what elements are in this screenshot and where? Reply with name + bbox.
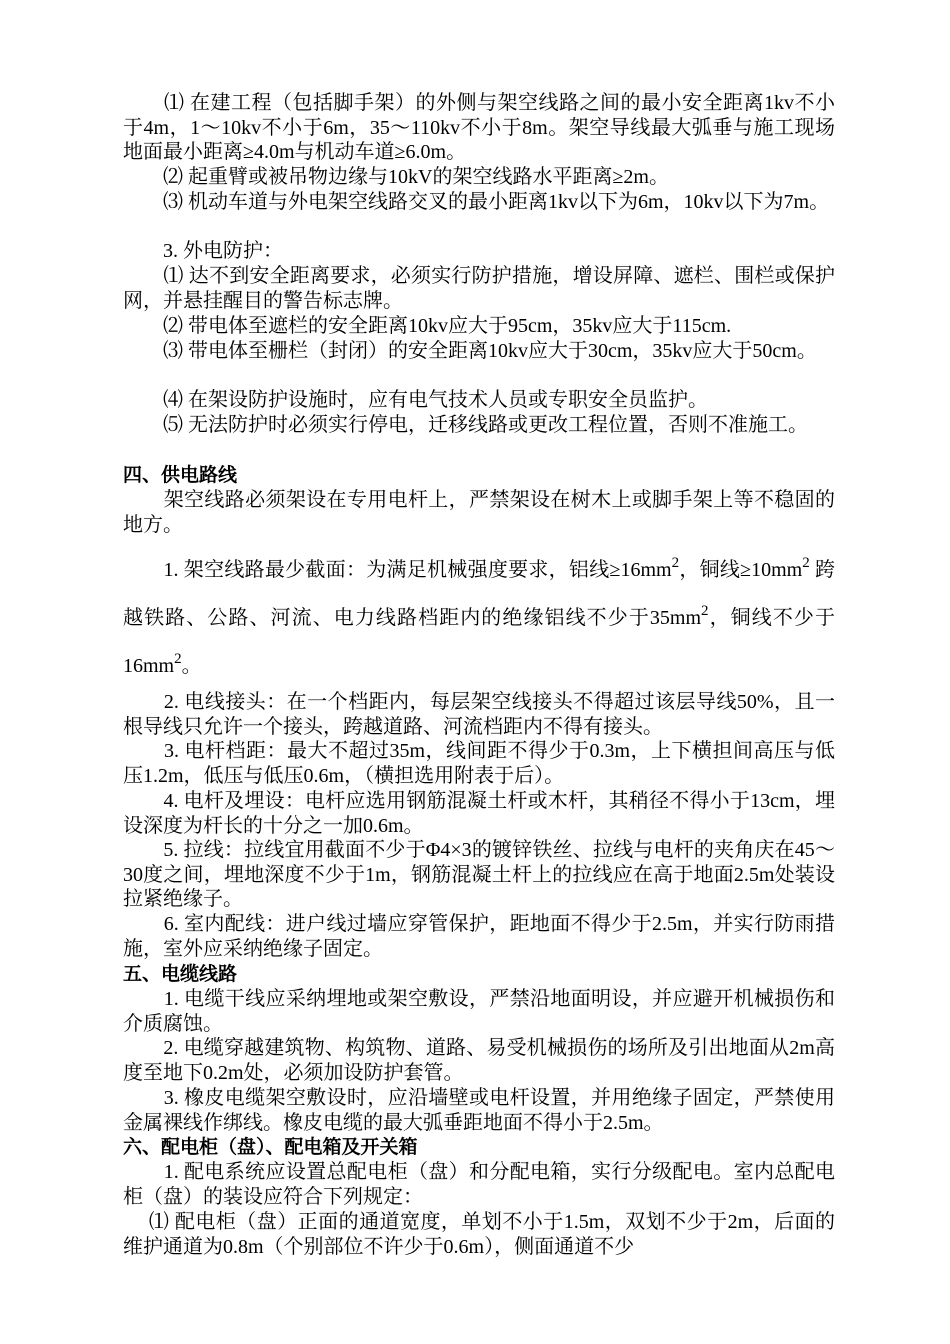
paragraph: 5. 拉线：拉线宜用截面不少于Φ4×3的镀锌铁丝、拉线与电杆的夹角庆在45～30度之间，埋地深度不少于1m，钢筋混凝土杆上的拉线应在高于地面2.5m处装设拉紧绝缘子。 xyxy=(123,839,835,911)
text-run: 。 xyxy=(181,655,202,677)
paragraph: ⑶ 机动车道与外电架空线路交叉的最小距离1kv以下为6m，10kv以下为7m。 xyxy=(123,191,830,213)
paragraph: 架空线路必须架设在专用电杆上，严禁架设在树木上或脚手架上等不稳固的地方。 xyxy=(123,489,835,536)
paragraph: ⑴ 达不到安全距离要求，必须实行防护措施，增设屏障、遮栏、围栏或保护网，并悬挂醒目的警告标志牌。 xyxy=(123,265,835,312)
section-heading: 五、电缆线路 xyxy=(123,963,238,985)
paragraph: 4. 电杆及埋设：电杆应选用钢筋混凝土杆或木杆，其稍径不得小于13cm，埋设深度为杆长的十分之一加0.6m。 xyxy=(123,790,835,837)
superscript: 2 xyxy=(174,651,182,667)
paragraph: ⑵ 带电体至遮栏的安全距离10kv应大于95cm，35kv应大于115cm. xyxy=(123,315,732,337)
superscript: 2 xyxy=(802,555,810,571)
text-run: 1. 架空线路最少截面：为满足机械强度要求，铝线≥16mm xyxy=(123,559,672,581)
section-heading: 六、配电柜（盘）、配电箱及开关箱 xyxy=(123,1136,418,1158)
superscript: 2 xyxy=(671,555,680,571)
paragraph: ⑴ 配电柜（盘）正面的通道宽度，单划不小于1.5m，双划不少于2m，后面的维护通道为0.8m（个别部位不许少于0.6m），侧面通道不少 xyxy=(123,1211,835,1258)
paragraph: 3. 外电防护： xyxy=(123,240,283,262)
paragraph: 6. 室内配线：进户线过墙应穿管保护，距地面不得少于2.5m，并实行防雨措施，室外应采纳绝缘子固定。 xyxy=(123,913,835,960)
paragraph: 2. 电缆穿越建筑物、构筑物、道路、易受机械损伤的场所及引出地面从2m高度至地下0.2m处，必须加设防护套管。 xyxy=(123,1037,835,1084)
paragraph: 3. 电杆档距：最大不超过35m，线间距不得少于0.3m，上下横担间高压与低压1.2m，低压与低压0.6m，（横担选用附表于后）。 xyxy=(123,740,835,787)
paragraph: ⑵ 起重臂或被吊物边缘与10kV的架空线路水平距离≥2m。 xyxy=(123,166,669,188)
text-run: 跨越铁路、公路、河流、电力线路档距内的绝缘铝线不少于35mm xyxy=(123,559,836,629)
text-run: ，铜线≥10mm xyxy=(679,559,803,581)
paragraph: 1. 配电系统应设置总配电柜（盘）和分配电箱，实行分级配电。室内总配电柜（盘）的装设应符合下列规定： xyxy=(123,1161,835,1208)
paragraph: 3. 橡皮电缆架空敷设时，应沿墙壁或电杆设置，并用绝缘子固定，严禁使用金属裸线作绑线。橡皮电缆的最大弧垂距地面不得小于2.5m。 xyxy=(123,1087,835,1134)
paragraph: 2. 电线接头：在一个档距内，每层架空线接头不得超过该层导线50%，且一根导线只允许一个接头，跨越道路、河流档距内不得有接头。 xyxy=(123,691,835,738)
paragraph: ⑶ 带电体至栅栏（封闭）的安全距离10kv应大于30cm，35kv应大于50cm。 xyxy=(123,340,817,362)
text-run: ，铜线不少于16mm xyxy=(123,607,835,677)
paragraph: ⑸ 无法防护时必须实行停电，迁移线路或更改工程位置，否则不准施工。 xyxy=(123,414,808,436)
paragraph-with-superscripts xyxy=(123,546,835,690)
paragraph: ⑷ 在架设防护设施时，应有电气技术人员或专职安全员监护。 xyxy=(123,389,708,411)
section-heading: 四、供电路线 xyxy=(123,464,238,486)
paragraph: 1. 电缆干线应采纳埋地或架空敷设，严禁沿地面明设，并应避开机械损伤和介质腐蚀。 xyxy=(123,988,835,1035)
paragraph: ⑴ 在建工程（包括脚手架）的外侧与架空线路之间的最小安全距离1kv不小于4m，1～10kv不小于6m，35～110kv不小于8m。架空导线最大弧垂与施工现场地面最小距离≥4.0m与机动车道≥6.0m。 xyxy=(123,92,835,164)
superscript: 2 xyxy=(701,603,709,619)
